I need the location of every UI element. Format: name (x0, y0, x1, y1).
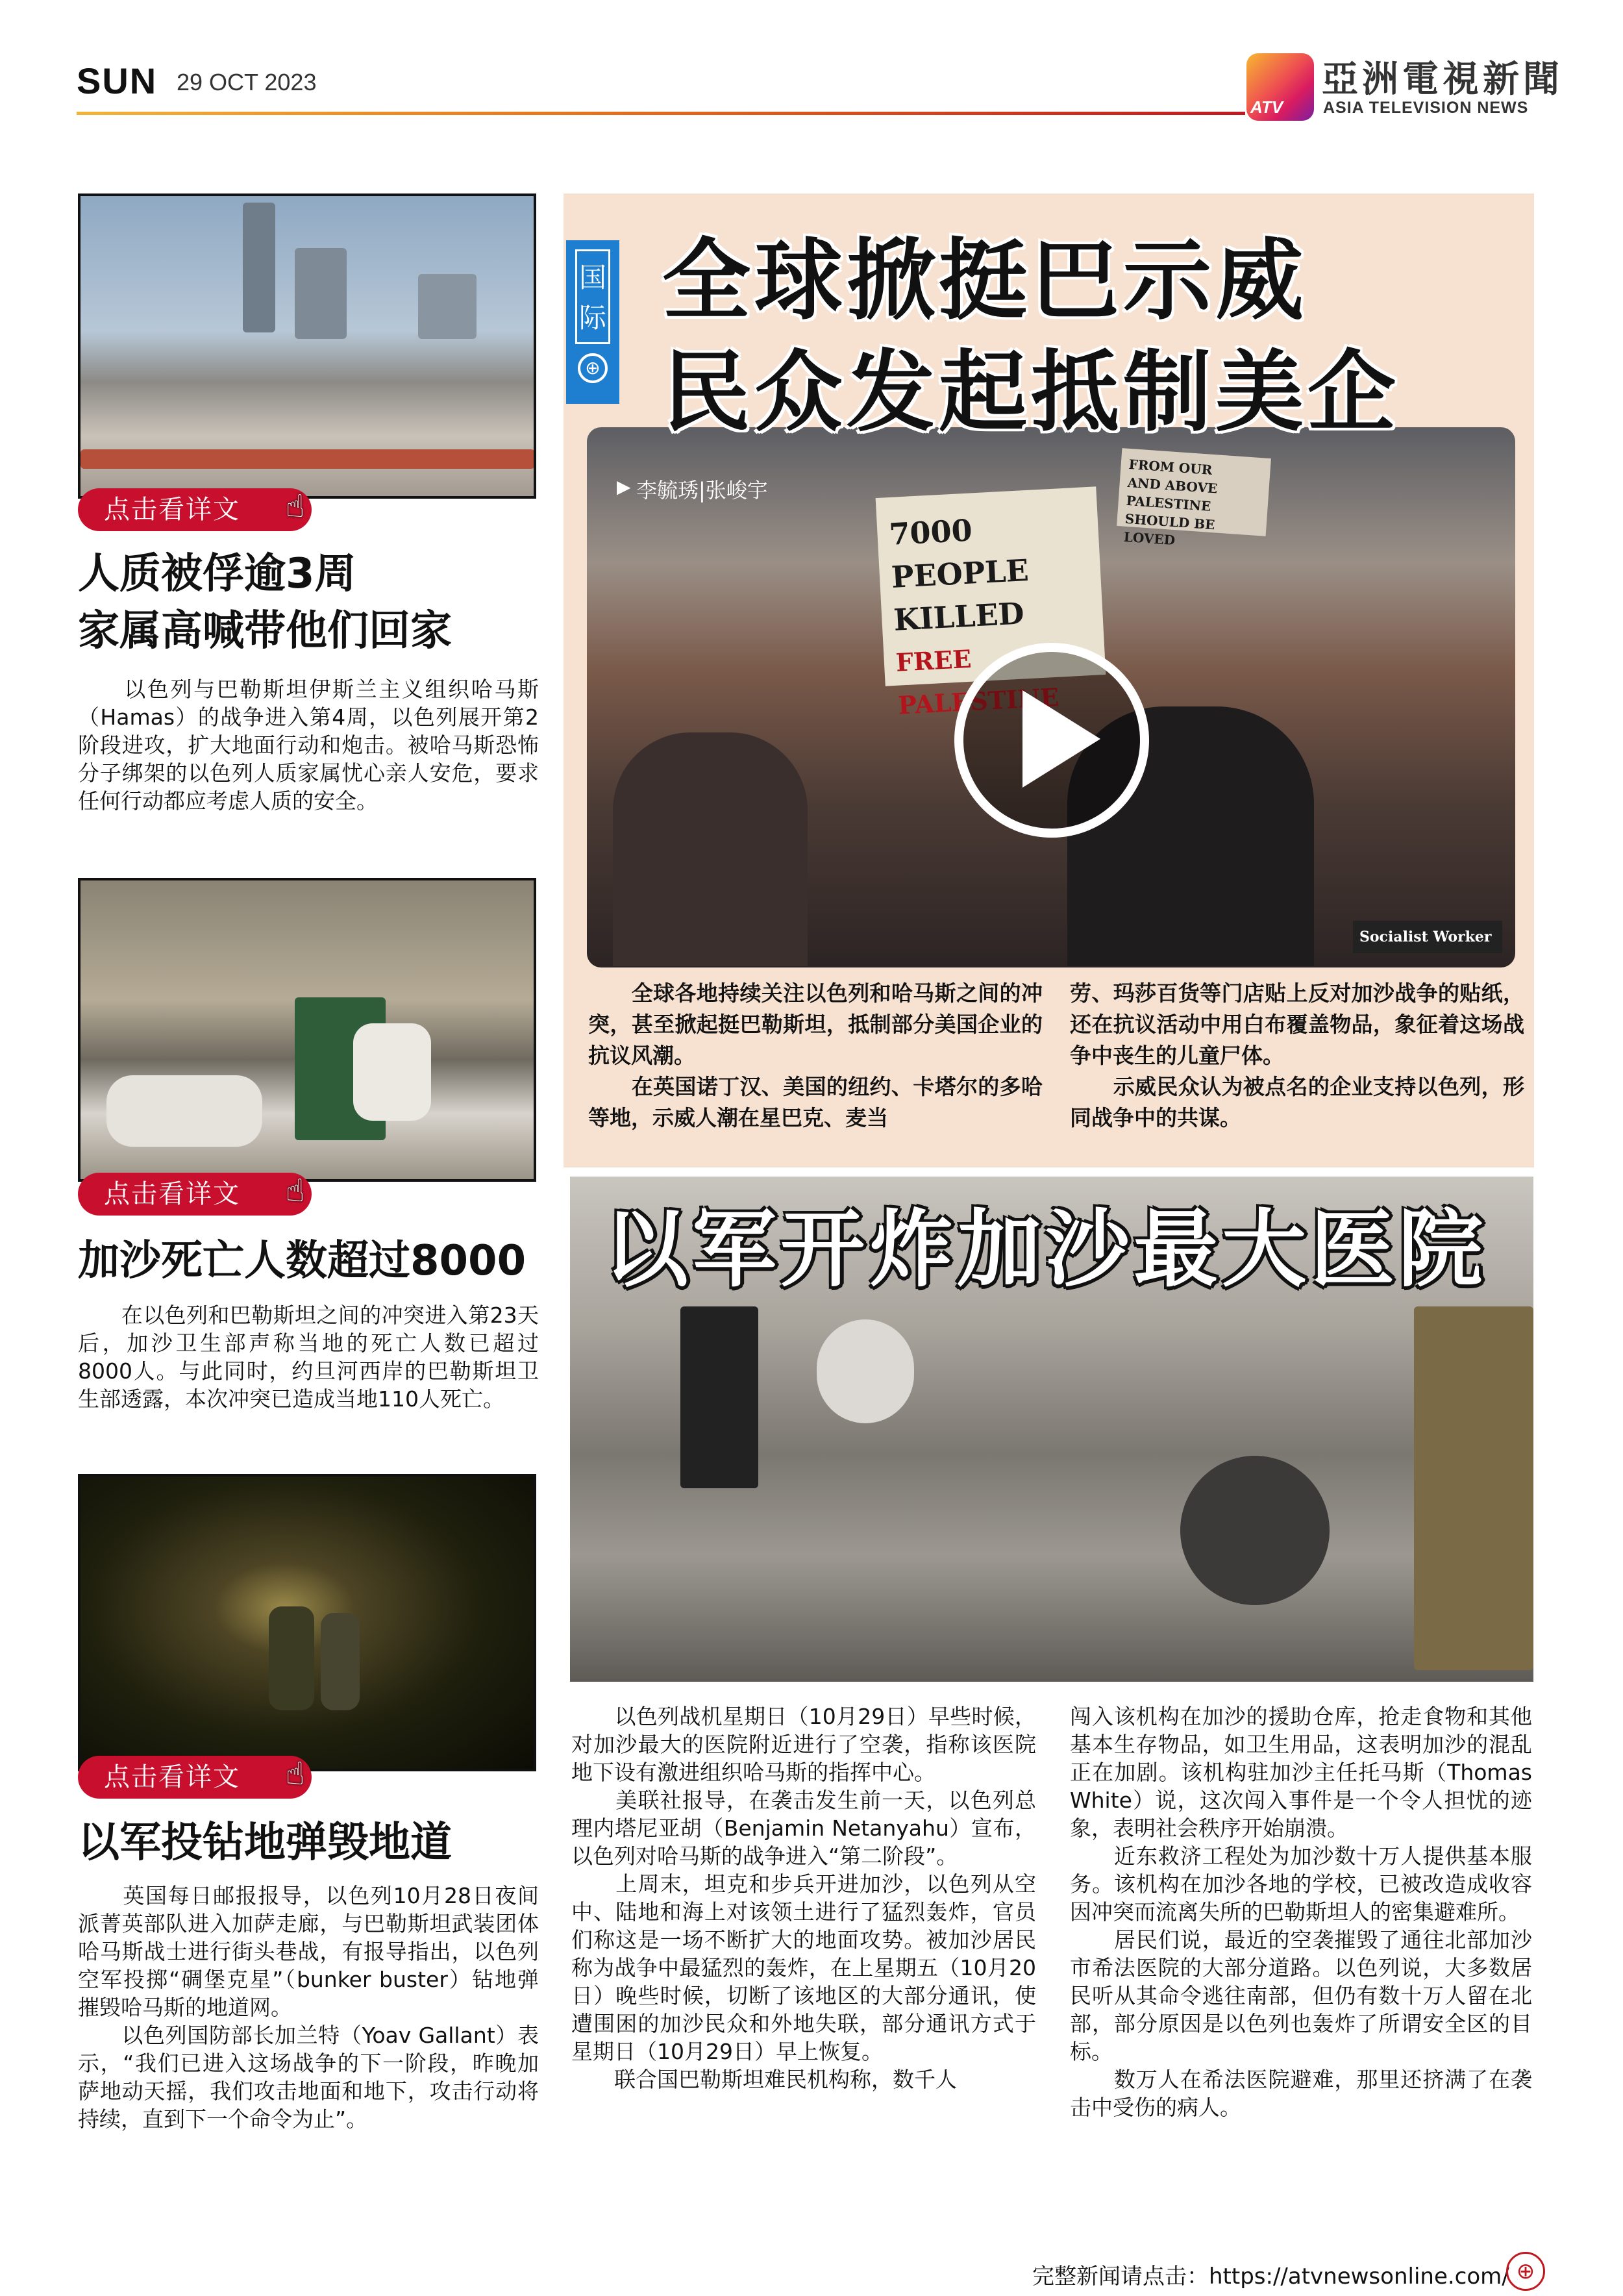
sign-right-line-4: LOVED (1123, 529, 1176, 549)
weekday: SUN (77, 60, 158, 101)
second-story-col-1: 以色列战机星期日（10月29日）早些时候，对加沙最大的医院附近进行了空袭，指称该医院地下设有激进组织哈马斯的指挥中心。 美联社报导，在袭击发生前一天，以色列总理内塔尼亚胡（Benjamin Netanyahu）宣布，以色列对哈马斯的战争进入“第二阶段”。 上周末，坦克和步兵开进加沙，以色列从空中、陆地和海上对该领土进行了猛烈轰炸，官员们称这是一场不断扩大的地面攻势。被加沙居民称为战争中最猛烈的轰炸，在上星期五（10月20日）晚些时候，切断了该地区的大部分通讯，使遭围困的加沙民众和外地失联，部分通讯方式于星期日（10月29日）早上恢复。 联合国巴勒斯坦难民机构称，数千人 (571, 1704, 1036, 2092)
header-divider (77, 112, 1245, 115)
protest-sign-right (1117, 448, 1271, 549)
story-3-body: 英国每日邮报报导，以色列10月28日夜间派菁英部队进入加萨走廊，与巴勒斯坦武装团体哈马斯战士进行街头巷战，有报导指出，以色列空军投掷“碉堡克星”（bunker buster）钻地弹摧毁哈马斯的地道网。 以色列国防部长加兰特（Yoav Gallant）表示，“我们已进入这场战争的下一阶段，昨晚加萨地动天摇，我们攻击地面和地下，攻击行动将持续，直到下一个命令为止”。 (78, 1883, 539, 2132)
story-1-headline-line-2[interactable]: 家属高喊带他们回家 (78, 607, 452, 655)
tunnel-soldiers-photo[interactable] (78, 1474, 536, 1771)
sign-right-line-1: FROM OUR (1128, 456, 1213, 478)
feature-body-col-2: 劳、玛莎百货等门店贴上反对加沙战争的贴纸，还在抗议活动中用白布覆盖物品，象征着这场战争中丧生的儿童尸体。 示威民众认为被点名的企业支持以色列，形同战争中的共谋。 (1070, 980, 1524, 1130)
video-camera-icon: ▶ (617, 476, 631, 497)
sign-right-line-2: AND ABOVE (1126, 474, 1219, 497)
logo-badge-text: ATV (1250, 97, 1283, 117)
logo-chinese-name: 亞洲電視新聞 (1322, 58, 1563, 101)
logo-english-name: ASIA TELEVISION NEWS (1323, 99, 1529, 117)
second-story-col-2: 闯入该机构在加沙的援助仓库，抢走食物和其他基本生存物品，如卫生用品，这表明加沙的混乱正在加剧。该机构驻加沙主任托马斯（Thomas White）说，这次闯入事件是一个令人担忧的迹象，表明社会秩序开始崩溃。 近东救济工程处为加沙数十万人提供基本服务。该机构在加沙各地的学校，已被改造成收容因冲突而流离失所的巴勒斯坦人的密集避难所。 居民们说，最近的空袭摧毁了通往北部加沙市希法医院的大部分道路。以色列说，大多数居民听从其命令逃往南部，但仍有数十万人留在北部，部分原因是以色列也轰炸了所谓安全区的目标。 数万人在希法医院避难，那里还挤满了在袭击中受伤的病人。 (1070, 1704, 1532, 2120)
play-icon (1022, 690, 1100, 788)
sign-line-2: KILLED (893, 595, 1025, 638)
feature-headline-line-1[interactable]: 全球掀挺巴示威 (662, 230, 1307, 332)
read-more-button-3[interactable]: 点击看详文 (78, 1756, 312, 1799)
feature-headline-line-2[interactable]: 民众发起抵制美企 (662, 342, 1400, 444)
website-globe-icon[interactable]: ⊕ (1506, 2252, 1545, 2291)
globe-icon: ⊕ (578, 353, 608, 383)
socialist-worker-placard: Socialist Worker (1353, 921, 1502, 953)
sign-right-line-3: PALESTINE SHOULD BE (1124, 492, 1216, 533)
gaza-casualties-photo[interactable] (78, 878, 536, 1182)
hostage-families-photo[interactable] (78, 193, 536, 499)
story-2-body: 在以色列和巴勒斯坦之间的冲突进入第23天后，加沙卫生部声称当地的死亡人数已超过8000人。与此同时，约旦河西岸的巴勒斯坦卫生部透露，本次冲突已造成当地110人死亡。 (78, 1303, 539, 1412)
story-2-headline[interactable]: 加沙死亡人数超过8000 (78, 1237, 527, 1285)
section-label: 国际 (575, 249, 610, 344)
pointing-hand-icon: ☝ (286, 1173, 305, 1209)
pointing-hand-icon: ☝ (286, 1756, 305, 1792)
read-more-button-1[interactable]: 点击看详文 (78, 488, 312, 531)
read-more-button-2[interactable]: 点击看详文 (78, 1173, 312, 1216)
sign-line-3: FREE PALESTINE (895, 643, 1060, 720)
story-1-headline-line-1[interactable]: 人质被俘逾3周 (78, 550, 356, 598)
story-1-body: 以色列与巴勒斯坦伊斯兰主义组织哈马斯（Hamas）的战争进入第4周，以色列展开第2阶段进攻，扩大地面行动和炮击。被哈马斯恐怖分子绑架的以色列人质家属忧心亲人安危，要求任何行动都应考虑人质的安全。 (78, 677, 539, 814)
footer-full-news-link[interactable]: 完整新闻请点击：https://atvnewsonline.com/ (1032, 2264, 1509, 2290)
issue-date: 29 OCT 2023 (177, 69, 317, 95)
pointing-hand-icon: ☝ (286, 488, 305, 525)
international-section-tag (566, 240, 619, 404)
sign-line-1: 7000 PEOPLE (888, 512, 1030, 595)
second-story-headline[interactable]: 以军开炸加沙最大医院 (604, 1200, 1487, 1299)
story-3-headline[interactable]: 以军投钻地弹毁地道 (78, 1819, 452, 1867)
reporter-byline: 李毓琇|张峻宇 (636, 478, 768, 503)
feature-body-col-1: 全球各地持续关注以色列和哈马斯之间的冲突，甚至掀起挺巴勒斯坦，抵制部分美国企业的抗议风潮。 在英国诺丁汉、美国的纽约、卡塔尔的多哈等地，示威人潮在星巴克、麦当 (588, 980, 1043, 1130)
